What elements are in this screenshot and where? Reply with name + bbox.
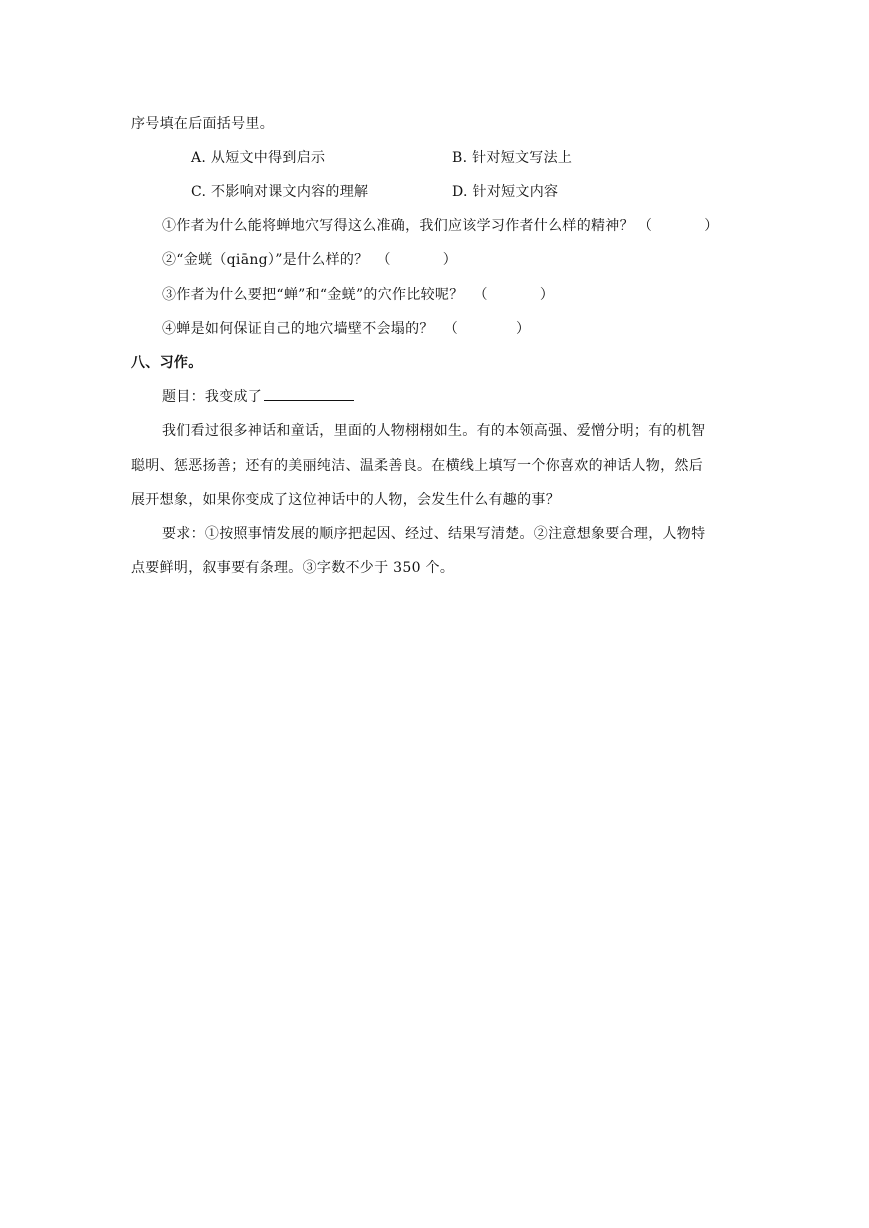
topic-label: 题目：我变成了 — [162, 389, 263, 405]
option-a: A. 从短文中得到启示 — [191, 150, 326, 166]
paragraph-line-1: 我们看过很多神话和童话，里面的人物栩栩如生。有的本领高强、爱憎分明；有的机智 — [162, 423, 706, 439]
answer-paren-open: （ — [443, 321, 459, 337]
requirements-line-2: 点要鲜明，叙事要有条理。③字数不少于 350 个。 — [131, 560, 455, 576]
question-text: ②“金蜣（qiāng）”是什么样的？ — [162, 252, 369, 268]
question-text: ④蝉是如何保证自己的地穴墙壁不会塌的？ — [162, 321, 434, 337]
question-text: ③作者为什么要把“蝉”和“金蜣”的穴作比较呢？ — [162, 287, 464, 303]
topic-blank — [264, 386, 354, 401]
option-b: B. 针对短文写法上 — [452, 150, 573, 166]
answer-paren-open: （ — [473, 287, 488, 303]
question-4 — [162, 318, 530, 338]
option-d: D. 针对短文内容 — [452, 184, 559, 200]
question-3 — [162, 284, 554, 304]
section-heading: 八、习作。 — [131, 355, 203, 371]
answer-paren-close: ） — [516, 321, 531, 337]
question-1 — [162, 215, 719, 235]
answer-paren-close: ） — [442, 252, 458, 268]
paragraph-line-3: 展开想象，如果你变成了这位神话中的人物，会发生什么有趣的事？ — [131, 492, 560, 508]
paragraph-line-2: 聪明、惩恶扬善；还有的美丽纯洁、温柔善良。在横线上填写一个你喜欢的神话人物，然后 — [131, 458, 703, 474]
answer-paren-open: （ — [637, 218, 653, 234]
question-2 — [162, 249, 457, 269]
answer-paren-open: （ — [376, 252, 391, 268]
topic-line — [162, 386, 354, 406]
question-text: ①作者为什么能将蝉地穴写得这么准确，我们应该学习作者什么样的精神？ — [162, 218, 634, 234]
intro-tail-text: 序号填在后面括号里。 — [131, 116, 274, 132]
requirements-line-1: 要求：①按照事情发展的顺序把起因、经过、结果写清楚。②注意想象要合理，人物特 — [162, 526, 706, 542]
answer-paren-close: ） — [539, 287, 555, 303]
answer-paren-close: ） — [704, 218, 719, 234]
option-c: C. 不影响对课文内容的理解 — [191, 184, 369, 200]
